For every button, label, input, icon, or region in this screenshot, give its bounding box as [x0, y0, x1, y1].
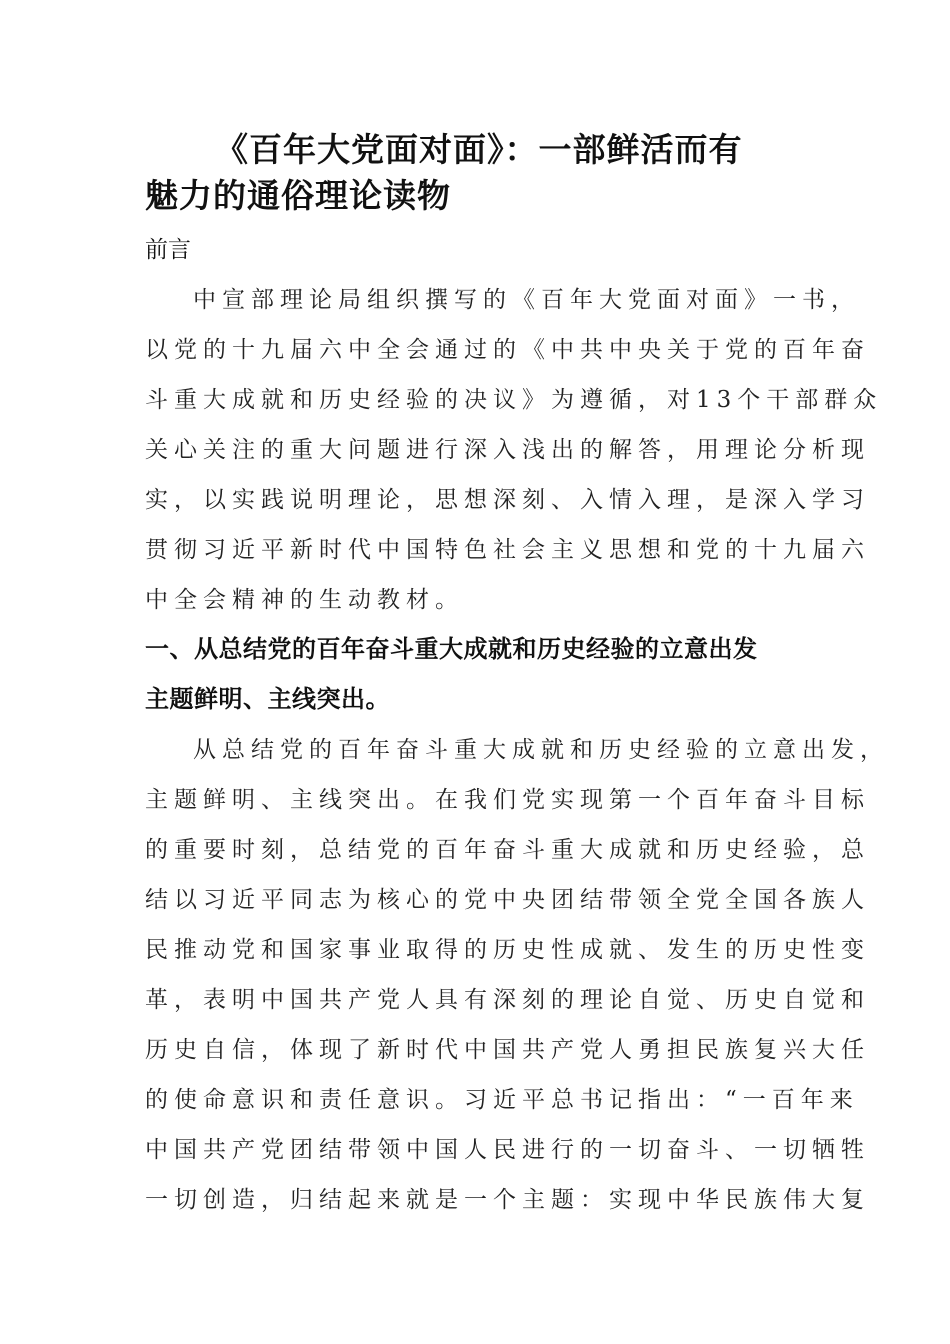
paragraph-line: 历史自信，体现了新时代中国共产党人勇担民族复兴大任	[145, 1037, 870, 1063]
paragraph-line: 革，表明中国共产党人具有深刻的理论自觉、历史自觉和	[145, 987, 870, 1013]
paragraph-line: 中宣部理论局组织撰写的《百年大党面对面》一书，	[193, 287, 860, 313]
paragraph-line: 从总结党的百年奋斗重大成就和历史经验的立意出发，	[193, 737, 889, 763]
paragraph-line: 斗重大成就和历史经验的决议》为遵循，对13个干部群众	[145, 387, 883, 413]
section-heading-line: 一、从总结党的百年奋斗重大成就和历史经验的立意出发	[145, 635, 758, 663]
paragraph-line: 结以习近平同志为核心的党中央团结带领全党全国各族人	[145, 887, 870, 913]
paragraph-line: 的使命意识和责任意识。习近平总书记指出：“一百年来	[145, 1087, 859, 1113]
document-title-line-2: 魅力的通俗理论读物	[145, 176, 451, 215]
paragraph-line: 贯彻习近平新时代中国特色社会主义思想和党的十九届六	[145, 537, 870, 563]
paragraph-line: 主题鲜明、主线突出。在我们党实现第一个百年奋斗目标	[145, 787, 870, 813]
paragraph-line: 民推动党和国家事业取得的历史性成就、发生的历史性变	[145, 937, 870, 963]
paragraph-line: 中国共产党团结带领中国人民进行的一切奋斗、一切牺牲	[145, 1137, 870, 1163]
paragraph-line: 一切创造，归结起来就是一个主题：实现中华民族伟大复	[145, 1187, 870, 1213]
paragraph-line: 关心关注的重大问题进行深入浅出的解答，用理论分析现	[145, 437, 870, 463]
section-heading-line: 主题鲜明、主线突出。	[145, 685, 390, 713]
paragraph-line: 的重要时刻，总结党的百年奋斗重大成就和历史经验，总	[145, 837, 870, 863]
preface-heading: 前言	[145, 237, 191, 263]
paragraph-line: 中全会精神的生动教材。	[145, 587, 464, 613]
paragraph-line: 实，以实践说明理论，思想深刻、入情入理，是深入学习	[145, 487, 870, 513]
paragraph-line: 以党的十九届六中全会通过的《中共中央关于党的百年奋	[145, 337, 870, 363]
document-title-line-1: 《百年大党面对面》：一部鲜活而有	[215, 130, 743, 169]
